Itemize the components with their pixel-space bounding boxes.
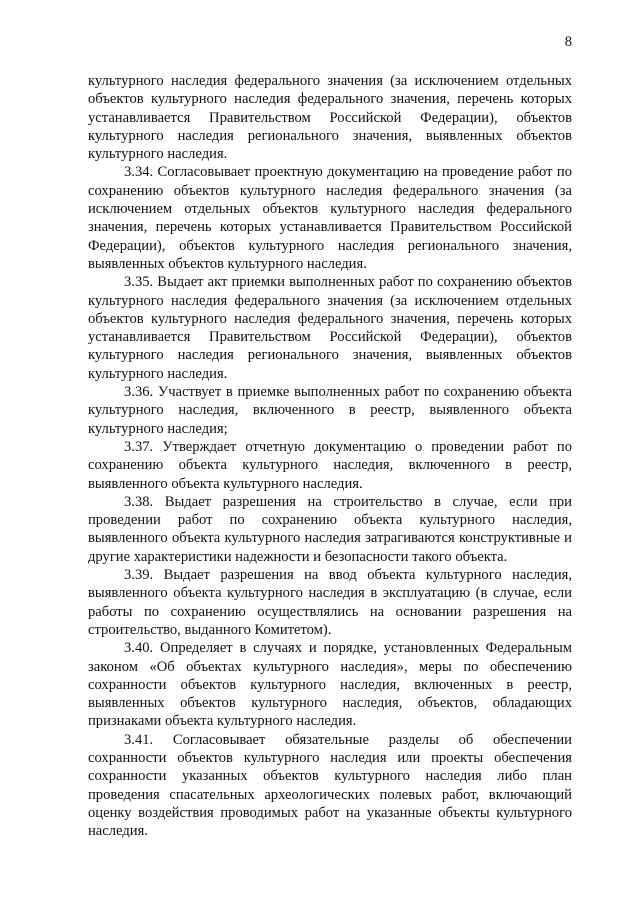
paragraph-3-40: 3.40. Определяет в случаях и порядке, установленных Федеральным законом «Об объектах культурного наследия», меры по обеспечению сохранности объектов культурного наследия, включенных в реестр, выявленных объектов культурного наследия, объектов, обладающих признаками объекта культурного наследия. xyxy=(88,640,572,730)
paragraph-3-39: 3.39. Выдает разрешения на ввод объекта культурного наследия, выявленного объекта культурного наследия в эксплуатацию (в случае, если работы по сохранению осуществлялись на основании разрешения на строительство, выданного Комитетом). xyxy=(88,567,572,638)
document-body xyxy=(88,72,572,840)
page-number: 8 xyxy=(564,34,572,50)
paragraph-3-35: 3.35. Выдает акт приемки выполненных работ по сохранению объектов культурного наследия федерального значения (за исключением отдельных объектов культурного наследия федерального значения, перечень которых устанавливается Правительством Российской Федерации), объектов культурного наследия регионального значения, выявленных объектов культурного наследия. xyxy=(88,274,572,382)
paragraph-3-41: 3.41. Согласовывает обязательные разделы об обеспечении сохранности объектов культурного наследия или проекты обеспечения сохранности указанных объектов культурного наследия либо план проведения спасательных археологических полевых работ, включающий оценку воздействия проводимых работ на указанные объекты культурного наследия. xyxy=(88,731,572,840)
paragraph-3-37: 3.37. Утверждает отчетную документацию о проведении работ по сохранению объекта культурного наследия, включенного в реестр, выявленного объекта культурного наследия. xyxy=(88,438,572,492)
paragraph-3-38: 3.38. Выдает разрешения на строительство в случае, если при проведении работ по сохранению объекта культурного наследия, выявленного объекта культурного наследия затрагиваются конструктивные и другие характеристики надежности и безопасности такого объекта. xyxy=(88,493,572,565)
paragraph-3-36: 3.36. Участвует в приемке выполненных работ по сохранению объекта культурного наследия, включенного в реестр, выявленного объекта культурного наследия; xyxy=(88,384,572,437)
paragraph-continuation: культурного наследия федерального значения (за исключением отдельных объектов культурного наследия федерального значения, перечень которых устанавливается Правительством Российской Федерации), объектов культурного наследия регионального значения, выявленных объектов культурного наследия. xyxy=(88,73,572,163)
paragraph-3-34: 3.34. Согласовывает проектную документацию на проведение работ по сохранению объектов культурного наследия федерального значения (за исключением отдельных объектов культурного наследия федерального значения, перечень которых устанавливается Правительством Российской Федерации), объектов культурного наследия регионального значения, выявленных объектов культурного наследия. xyxy=(88,164,572,272)
